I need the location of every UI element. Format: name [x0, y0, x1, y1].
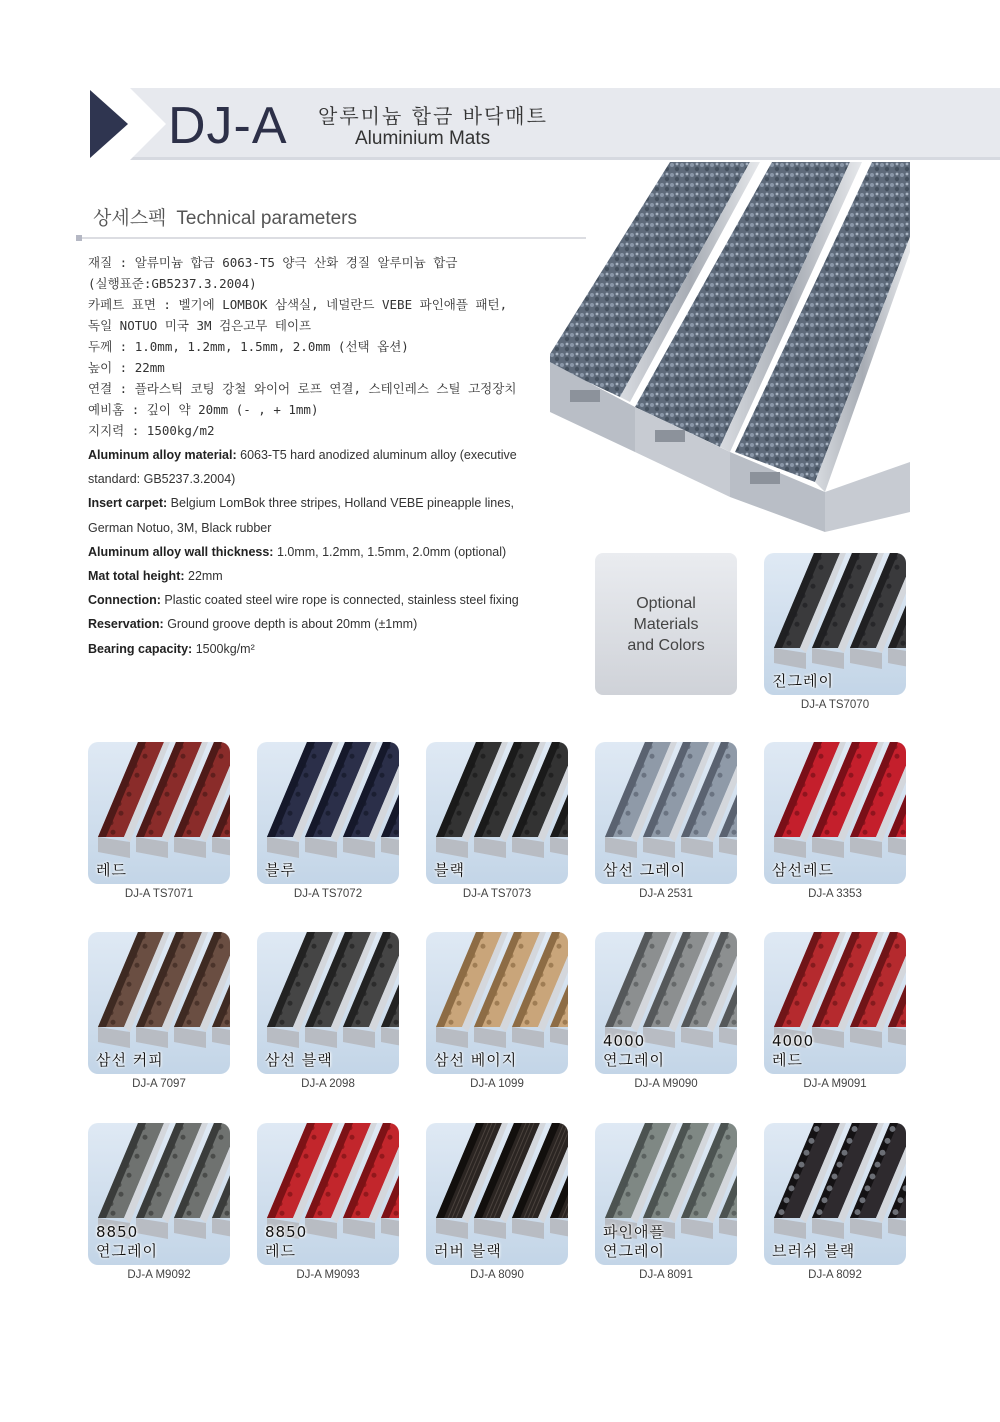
swatch-card — [764, 932, 906, 1074]
swatch-card — [257, 1123, 399, 1265]
swatch-code: DJ-A 2531 — [639, 888, 693, 900]
spec-value: Plastic coated steel wire rope is connected, stainless steel fixing — [160, 593, 519, 608]
spec-line-en — [88, 588, 578, 612]
swatch-label: 삼선 베이지 — [434, 1051, 518, 1069]
swatch-code: DJ-A TS7071 — [124, 888, 194, 900]
swatch-label: 블랙 — [434, 861, 465, 879]
spec-value: Ground groove depth is about 20mm (±1mm) — [163, 617, 418, 632]
spec-value: Belgium LomBok three stripes, Holland VEBE pineapple lines, — [167, 496, 514, 511]
model-title: DJ-A — [168, 97, 288, 155]
spec-line-en — [88, 612, 578, 636]
optional-materials-box — [595, 553, 737, 695]
swatch-code: DJ-A M9091 — [803, 1078, 867, 1090]
spec-value: 1500kg/m² — [192, 641, 255, 656]
tech-heading — [93, 203, 357, 230]
swatch-card — [88, 1123, 230, 1265]
spec-label: Connection: — [88, 593, 161, 608]
swatch-card — [426, 932, 568, 1074]
banner-arrow-icon — [90, 90, 128, 158]
swatch-card — [595, 1123, 737, 1265]
swatch-card — [88, 742, 230, 884]
swatch-card — [257, 742, 399, 884]
swatch-code: DJ-A 8091 — [639, 1269, 693, 1281]
swatch-label: 삼선 블랙 — [265, 1051, 333, 1069]
spec-label: Insert carpet: — [88, 496, 168, 511]
swatch-label: 8850 레드 — [265, 1223, 308, 1260]
swatch-label: 삼선 그레이 — [603, 861, 687, 879]
spec-label: Mat total height: — [88, 569, 185, 584]
swatch-card — [88, 932, 230, 1074]
spec-line-ko: 높이 : 22mm — [88, 360, 165, 375]
spec-label: Reservation: — [88, 617, 164, 632]
spec-label: Aluminum alloy material: — [88, 448, 237, 462]
swatch-code: DJ-A M9092 — [127, 1269, 191, 1281]
swatch-label: 4000 레드 — [772, 1032, 815, 1069]
swatch-code: DJ-A M9093 — [296, 1269, 360, 1281]
swatch-code: DJ-A TS7073 — [462, 888, 532, 900]
spec-line-ko: 독일 NOTUO 미국 3M 검은고무 테이프 — [88, 318, 312, 333]
swatch-code: DJ-A TS7070 — [800, 699, 870, 711]
spec-value: German Notuo, 3M, Black rubber — [88, 520, 272, 535]
spec-line-en — [88, 637, 578, 661]
spec-label: Bearing capacity: — [88, 641, 193, 656]
optional-materials-text: Optional Materials and Colors — [627, 594, 705, 654]
swatch-code: DJ-A 8090 — [470, 1269, 524, 1281]
spec-value: standard: GB5237.3.2004) — [88, 472, 236, 487]
spec-line-en — [88, 491, 578, 515]
swatch-label: 블루 — [265, 861, 296, 879]
spec-line-en — [88, 564, 578, 588]
korean-spec-list — [88, 252, 568, 441]
spec-line-ko: 지지력 : 1500kg/m2 — [88, 423, 215, 438]
spec-line-en — [88, 516, 578, 540]
english-spec-list — [88, 443, 578, 661]
spec-line-ko: (실행표준:GB5237.3.2004) — [88, 276, 257, 291]
swatch-code: DJ-A TS7072 — [293, 888, 363, 900]
hero-mat-image — [550, 162, 910, 532]
tech-divider — [78, 237, 586, 239]
swatch-label: 러버 블랙 — [434, 1242, 502, 1260]
tech-heading-en: Technical parameters — [176, 208, 358, 229]
tech-heading-ko: 상세스펙 — [93, 207, 167, 229]
spec-value: 1.0mm, 1.2mm, 1.5mm, 2.0mm (optional) — [273, 544, 507, 559]
swatch-label: 브러쉬 블랙 — [772, 1242, 856, 1260]
spec-line-ko: 재질 : 알류미늄 합금 6063-T5 양극 산화 경질 알루미늄 합금 — [88, 255, 458, 270]
swatch-code: DJ-A M9090 — [634, 1078, 698, 1090]
swatch-code: DJ-A 3353 — [808, 888, 862, 900]
swatch-label: 레드 — [96, 861, 127, 879]
swatch-card — [764, 742, 906, 884]
spec-line-ko: 연결 : 플라스틱 코팅 강철 와이어 로프 연결, 스테인레스 스틸 고정장치 — [88, 381, 517, 396]
swatch-label: 진그레이 — [772, 672, 834, 690]
spec-line-ko: 예비홈 : 깊이 약 20mm (- , + 1mm) — [88, 402, 319, 417]
swatch-card — [595, 932, 737, 1074]
swatch-label: 삼선 커피 — [96, 1051, 164, 1069]
spec-line-en — [88, 540, 578, 564]
swatch-label: 4000 연그레이 — [603, 1032, 665, 1069]
swatch-code: DJ-A 8092 — [808, 1269, 862, 1281]
spec-label: Aluminum alloy wall thickness: — [88, 544, 274, 559]
spec-line-en — [88, 467, 578, 491]
swatch-card — [257, 932, 399, 1074]
swatch-card — [764, 1123, 906, 1265]
spec-line-ko: 카페트 표면 : 벨기에 LOMBOK 삼색실, 네덜란드 VEBE 파인애플 패턴, — [88, 297, 508, 312]
swatch-card — [426, 742, 568, 884]
swatch-label: 삼선레드 — [772, 861, 834, 879]
swatch-card — [426, 1123, 568, 1265]
spec-line-ko: 두께 : 1.0mm, 1.2mm, 1.5mm, 2.0mm (선택 옵션) — [88, 339, 409, 354]
swatch-card — [595, 742, 737, 884]
swatch-code: DJ-A 7097 — [132, 1078, 186, 1090]
title-korean: 알루미늄 합금 바닥매트 — [318, 104, 548, 128]
spec-line-en — [88, 443, 578, 467]
swatch-label: 8850 연그레이 — [96, 1223, 158, 1260]
swatch-code: DJ-A 1099 — [470, 1078, 524, 1090]
divider-marker — [76, 235, 82, 241]
swatch-card — [764, 553, 906, 695]
banner-arrow-cutout — [130, 88, 166, 160]
title-english: Aluminium Mats — [355, 128, 491, 149]
spec-value: 22mm — [184, 569, 223, 584]
swatch-code: DJ-A 2098 — [301, 1078, 355, 1090]
swatch-label: 파인애플 연그레이 — [603, 1223, 665, 1260]
spec-value: 6063-T5 hard anodized aluminum alloy (executive — [236, 448, 517, 462]
